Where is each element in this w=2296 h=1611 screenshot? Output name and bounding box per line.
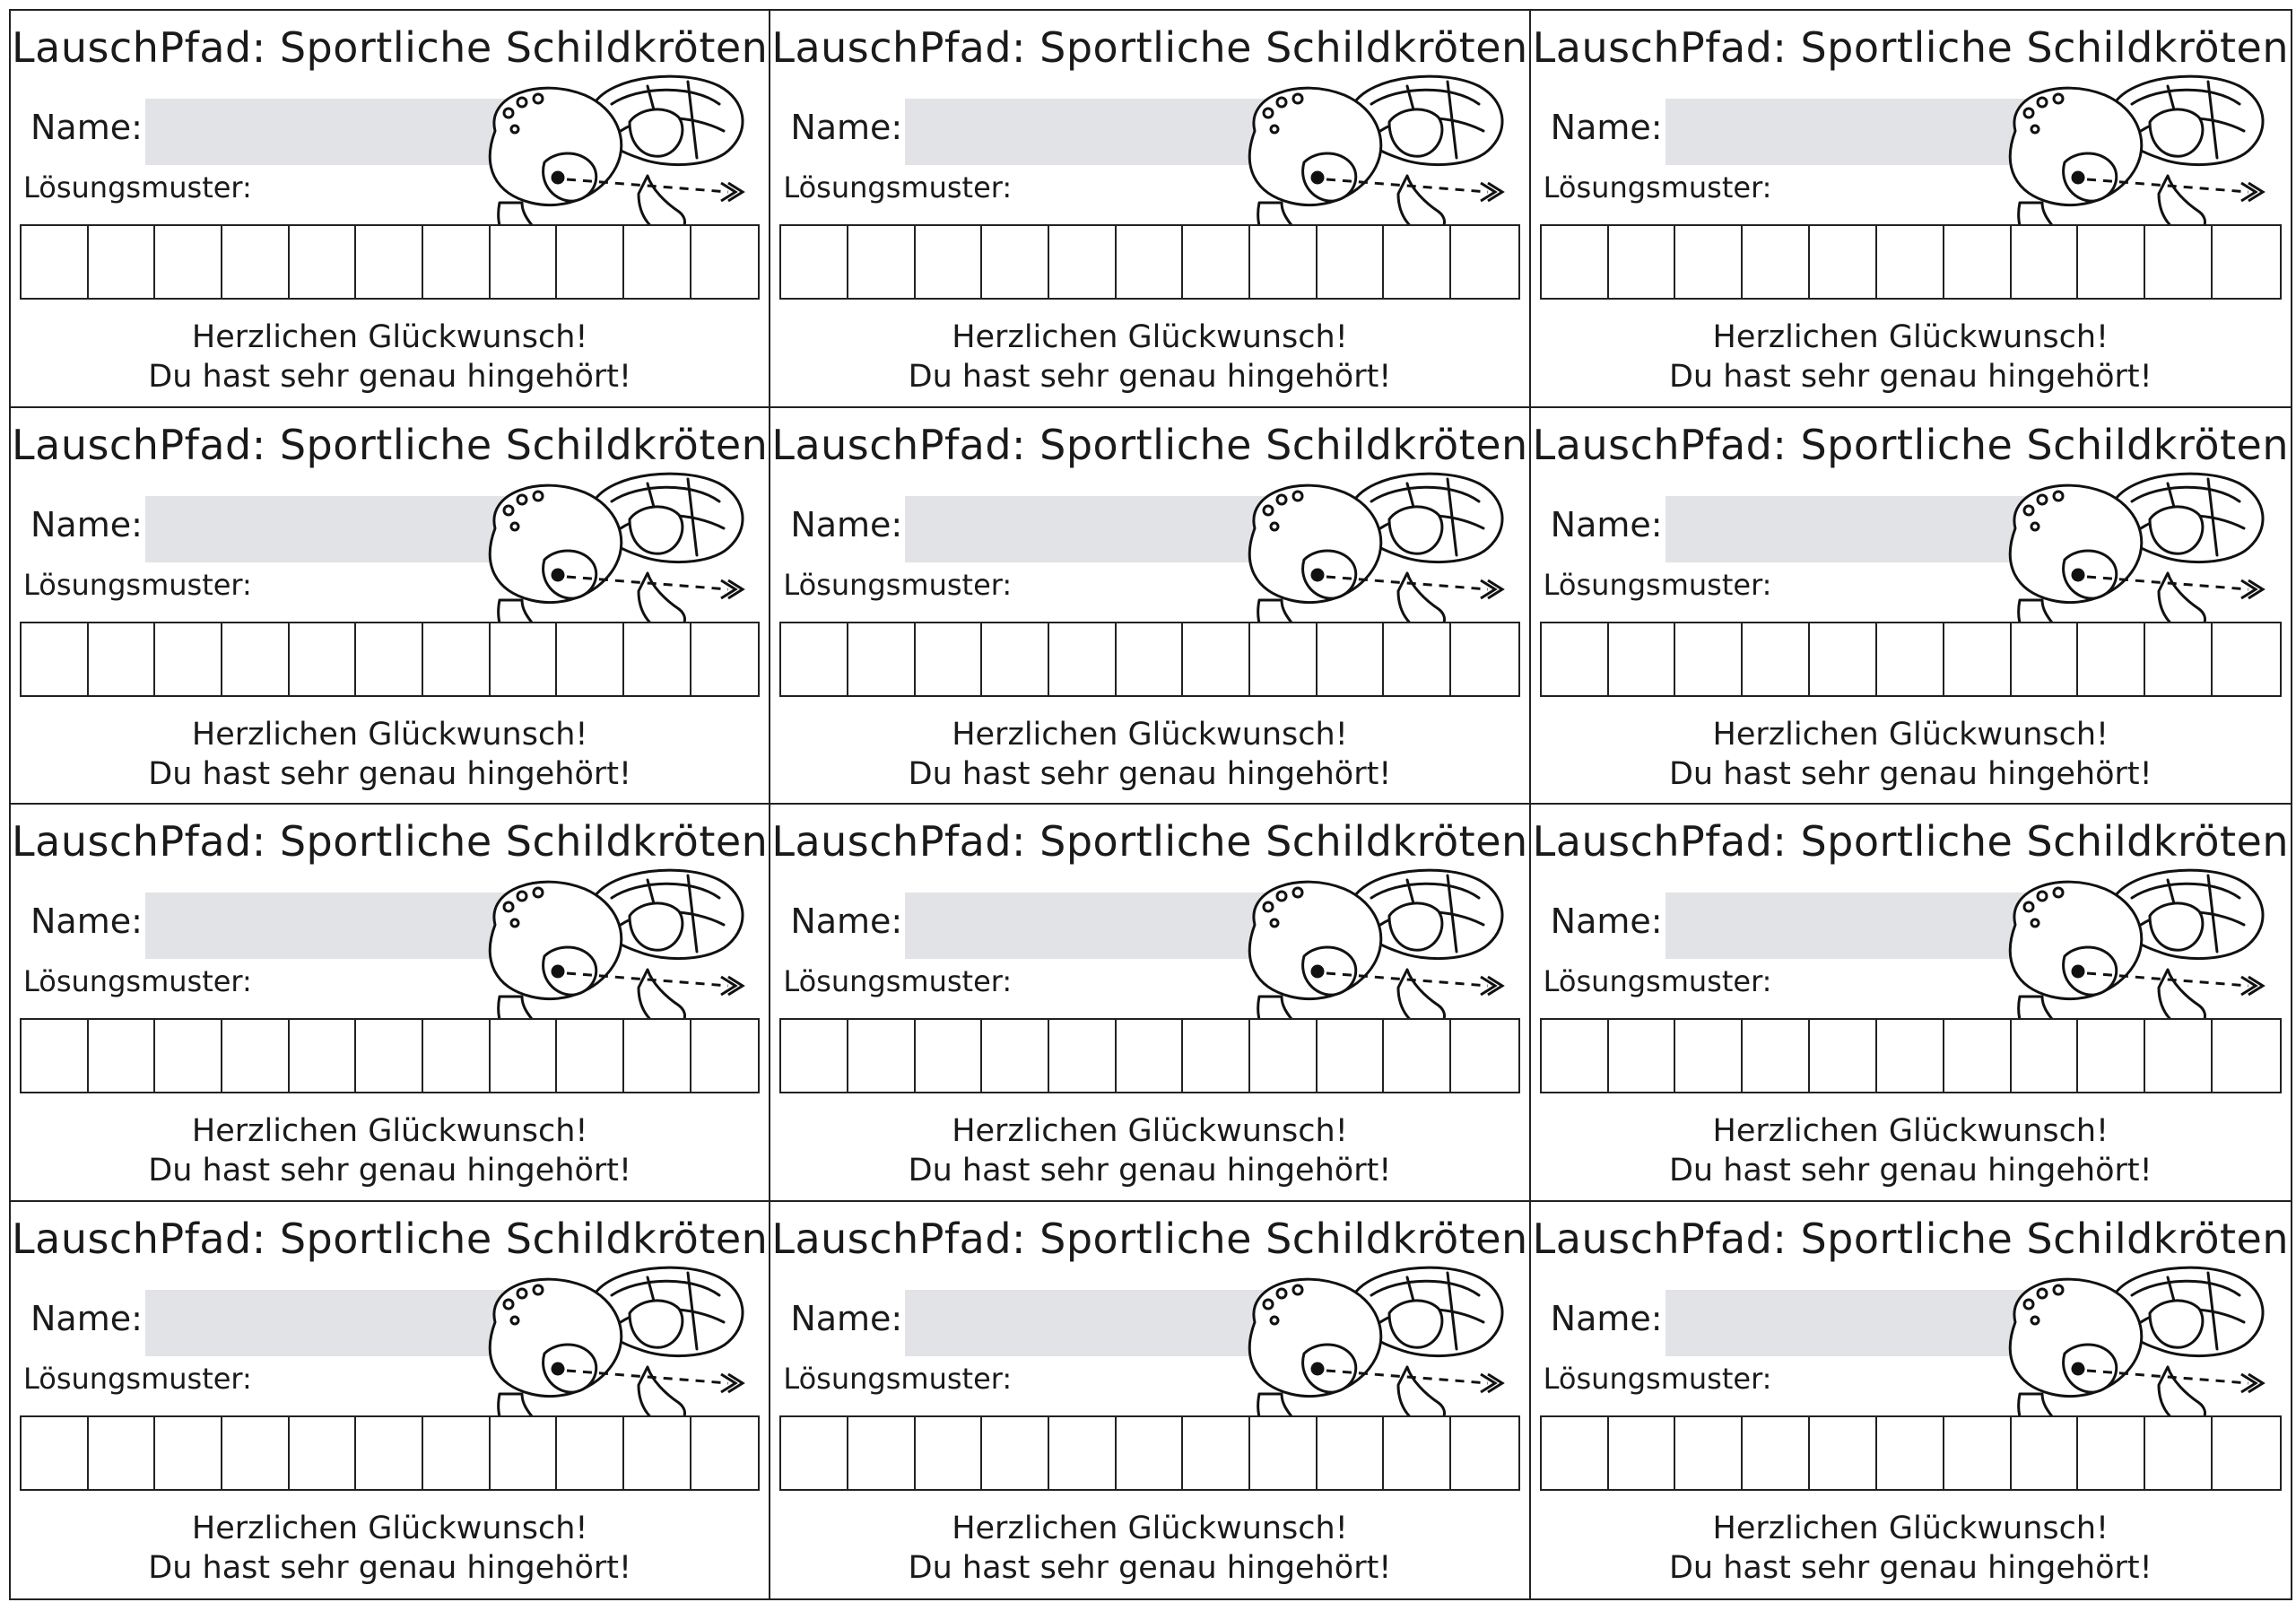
answer-box[interactable] xyxy=(781,226,848,298)
answer-box[interactable] xyxy=(1250,226,1318,298)
name-label: Name: xyxy=(790,901,903,941)
answer-box[interactable] xyxy=(624,1020,691,1092)
answer-box[interactable] xyxy=(1877,1417,1944,1489)
solution-pattern-label: Lösungsmuster: xyxy=(23,1361,252,1396)
solution-pattern-label: Lösungsmuster: xyxy=(783,964,1013,998)
answer-box[interactable] xyxy=(982,1020,1049,1092)
solution-pattern-label: Lösungsmuster: xyxy=(23,567,252,602)
certificate-card xyxy=(770,408,1530,806)
card-title: LauschPfad: Sportliche Schildkröten xyxy=(1532,817,2289,866)
card-title: LauschPfad: Sportliche Schildkröten xyxy=(1532,23,2289,72)
answer-box[interactable] xyxy=(290,1417,357,1489)
congrats-line-1: Herzlichen Glückwunsch! xyxy=(952,716,1348,753)
answer-boxes xyxy=(1540,1415,2282,1491)
answer-box[interactable] xyxy=(557,226,624,298)
answer-box[interactable] xyxy=(1609,1020,1676,1092)
answer-box[interactable] xyxy=(1944,1020,2012,1092)
congratulations-text xyxy=(770,1509,1528,1588)
answer-box[interactable] xyxy=(491,226,558,298)
name-label: Name: xyxy=(30,901,143,941)
answer-box[interactable] xyxy=(1049,226,1117,298)
answer-box[interactable] xyxy=(222,226,290,298)
answer-box[interactable] xyxy=(1944,623,2012,695)
answer-box[interactable] xyxy=(557,1020,624,1092)
congratulations-text xyxy=(770,715,1528,794)
answer-box[interactable] xyxy=(2078,1417,2145,1489)
card-title: LauschPfad: Sportliche Schildkröten xyxy=(12,420,769,469)
answer-box[interactable] xyxy=(982,623,1049,695)
congratulations-text xyxy=(1531,318,2291,396)
answer-box[interactable] xyxy=(1877,226,1944,298)
answer-box[interactable] xyxy=(491,623,558,695)
answer-box[interactable] xyxy=(691,623,759,695)
name-label: Name: xyxy=(1550,901,1663,941)
answer-box[interactable] xyxy=(1810,1417,1877,1489)
answer-boxes xyxy=(1540,1018,2282,1093)
card-title: LauschPfad: Sportliche Schildkröten xyxy=(771,1214,1528,1263)
answer-box[interactable] xyxy=(1384,1020,1451,1092)
answer-box[interactable] xyxy=(2213,1417,2280,1489)
congrats-line-2: Du hast sehr genau hingehört! xyxy=(1668,1153,2152,1189)
answer-box[interactable] xyxy=(2078,623,2145,695)
answer-box[interactable] xyxy=(423,226,491,298)
answer-box[interactable] xyxy=(89,1417,156,1489)
answer-box[interactable] xyxy=(423,1417,491,1489)
congrats-line-2: Du hast sehr genau hingehört! xyxy=(148,359,632,395)
card-title: LauschPfad: Sportliche Schildkröten xyxy=(1532,1214,2289,1263)
answer-box[interactable] xyxy=(1318,1417,1385,1489)
answer-box[interactable] xyxy=(290,623,357,695)
answer-boxes xyxy=(1540,622,2282,697)
congrats-line-1: Herzlichen Glückwunsch! xyxy=(952,319,1348,355)
answer-boxes xyxy=(779,622,1519,697)
answer-box[interactable] xyxy=(2145,1020,2213,1092)
answer-box[interactable] xyxy=(1250,1417,1318,1489)
card-title: LauschPfad: Sportliche Schildkröten xyxy=(771,23,1528,72)
answer-box[interactable] xyxy=(1318,226,1385,298)
congrats-line-2: Du hast sehr genau hingehört! xyxy=(908,359,1392,395)
answer-box[interactable] xyxy=(691,1417,759,1489)
card-title: LauschPfad: Sportliche Schildkröten xyxy=(12,1214,769,1263)
name-label: Name: xyxy=(30,108,143,147)
card-title: LauschPfad: Sportliche Schildkröten xyxy=(771,817,1528,866)
congratulations-text xyxy=(11,715,769,794)
name-label: Name: xyxy=(30,1298,143,1338)
answer-box[interactable] xyxy=(691,1020,759,1092)
answer-box[interactable] xyxy=(2078,1020,2145,1092)
answer-boxes xyxy=(779,1018,1519,1093)
certificate-card xyxy=(1531,1202,2291,1599)
answer-box[interactable] xyxy=(1743,1417,1810,1489)
answer-box[interactable] xyxy=(491,1020,558,1092)
solution-pattern-label: Lösungsmuster: xyxy=(1543,567,1772,602)
answer-box[interactable] xyxy=(1944,1417,2012,1489)
answer-box[interactable] xyxy=(2213,226,2280,298)
congratulations-text xyxy=(770,318,1528,396)
answer-boxes xyxy=(20,224,760,300)
solution-pattern-label: Lösungsmuster: xyxy=(23,964,252,998)
answer-box[interactable] xyxy=(1675,1020,1743,1092)
answer-box[interactable] xyxy=(1675,226,1743,298)
answer-box[interactable] xyxy=(356,623,423,695)
answer-box[interactable] xyxy=(1810,1020,1877,1092)
certificate-card xyxy=(11,805,770,1202)
answer-box[interactable] xyxy=(1542,1020,1609,1092)
answer-box[interactable] xyxy=(2213,1020,2280,1092)
answer-box[interactable] xyxy=(691,226,759,298)
answer-box[interactable] xyxy=(1810,226,1877,298)
answer-box[interactable] xyxy=(1877,1020,1944,1092)
answer-box[interactable] xyxy=(1542,226,1609,298)
answer-box[interactable] xyxy=(1384,226,1451,298)
answer-box[interactable] xyxy=(22,1417,89,1489)
answer-box[interactable] xyxy=(781,623,848,695)
answer-box[interactable] xyxy=(89,226,156,298)
answer-box[interactable] xyxy=(491,1417,558,1489)
answer-box[interactable] xyxy=(2213,623,2280,695)
answer-box[interactable] xyxy=(1384,623,1451,695)
answer-box[interactable] xyxy=(781,1020,848,1092)
answer-box[interactable] xyxy=(1049,1020,1117,1092)
answer-box[interactable] xyxy=(89,1020,156,1092)
congrats-line-1: Herzlichen Glückwunsch! xyxy=(1712,1113,2109,1149)
answer-box[interactable] xyxy=(356,226,423,298)
answer-box[interactable] xyxy=(1451,1417,1518,1489)
answer-box[interactable] xyxy=(222,1020,290,1092)
answer-box[interactable] xyxy=(848,1020,916,1092)
name-label: Name: xyxy=(1550,1298,1663,1338)
answer-box[interactable] xyxy=(916,226,983,298)
congrats-line-2: Du hast sehr genau hingehört! xyxy=(148,1549,632,1586)
solution-pattern-label: Lösungsmuster: xyxy=(783,1361,1013,1396)
answer-box[interactable] xyxy=(624,1417,691,1489)
answer-box[interactable] xyxy=(1117,226,1184,298)
answer-box[interactable] xyxy=(423,623,491,695)
answer-box[interactable] xyxy=(1944,226,2012,298)
answer-box[interactable] xyxy=(982,1417,1049,1489)
answer-box[interactable] xyxy=(290,226,357,298)
answer-box[interactable] xyxy=(1810,623,1877,695)
answer-box[interactable] xyxy=(1183,1020,1250,1092)
congratulations-text xyxy=(11,1509,769,1588)
answer-box[interactable] xyxy=(155,226,222,298)
answer-box[interactable] xyxy=(848,623,916,695)
answer-box[interactable] xyxy=(1183,226,1250,298)
answer-box[interactable] xyxy=(1049,623,1117,695)
congrats-line-2: Du hast sehr genau hingehört! xyxy=(908,1549,1392,1586)
answer-box[interactable] xyxy=(2145,226,2213,298)
answer-box[interactable] xyxy=(848,1417,916,1489)
certificate-card xyxy=(770,1202,1530,1599)
name-label: Name: xyxy=(1550,504,1663,544)
certificate-card xyxy=(11,11,770,408)
answer-box[interactable] xyxy=(916,1020,983,1092)
solution-pattern-label: Lösungsmuster: xyxy=(783,170,1013,205)
answer-boxes xyxy=(1540,224,2282,300)
congrats-line-2: Du hast sehr genau hingehört! xyxy=(908,1153,1392,1189)
answer-boxes xyxy=(779,1415,1519,1491)
congratulations-text xyxy=(11,1111,769,1190)
name-label: Name: xyxy=(790,504,903,544)
answer-box[interactable] xyxy=(1675,1417,1743,1489)
answer-box[interactable] xyxy=(1451,1020,1518,1092)
answer-box[interactable] xyxy=(1609,226,1676,298)
answer-box[interactable] xyxy=(155,623,222,695)
answer-box[interactable] xyxy=(1542,1417,1609,1489)
answer-box[interactable] xyxy=(982,226,1049,298)
answer-box[interactable] xyxy=(1743,226,1810,298)
congrats-line-1: Herzlichen Glückwunsch! xyxy=(1712,319,2109,355)
answer-box[interactable] xyxy=(155,1020,222,1092)
answer-box[interactable] xyxy=(2078,226,2145,298)
congrats-line-1: Herzlichen Glückwunsch! xyxy=(1712,716,2109,753)
answer-box[interactable] xyxy=(1117,623,1184,695)
answer-box[interactable] xyxy=(916,1417,983,1489)
answer-box[interactable] xyxy=(1609,623,1676,695)
answer-box[interactable] xyxy=(89,623,156,695)
congrats-line-2: Du hast sehr genau hingehört! xyxy=(1668,359,2152,395)
congrats-line-1: Herzlichen Glückwunsch! xyxy=(952,1510,1348,1546)
congrats-line-1: Herzlichen Glückwunsch! xyxy=(191,1113,588,1149)
answer-box[interactable] xyxy=(2012,1020,2079,1092)
answer-boxes xyxy=(20,1415,760,1491)
answer-box[interactable] xyxy=(22,1020,89,1092)
answer-box[interactable] xyxy=(1451,226,1518,298)
congrats-line-2: Du hast sehr genau hingehört! xyxy=(1668,1549,2152,1586)
certificate-card xyxy=(11,408,770,806)
answer-box[interactable] xyxy=(22,623,89,695)
card-title: LauschPfad: Sportliche Schildkröten xyxy=(12,817,769,866)
solution-pattern-label: Lösungsmuster: xyxy=(1543,170,1772,205)
congrats-line-1: Herzlichen Glückwunsch! xyxy=(191,716,588,753)
answer-box[interactable] xyxy=(2145,1417,2213,1489)
solution-pattern-label: Lösungsmuster: xyxy=(783,567,1013,602)
answer-box[interactable] xyxy=(1250,1020,1318,1092)
congrats-line-1: Herzlichen Glückwunsch! xyxy=(952,1113,1348,1149)
answer-box[interactable] xyxy=(290,1020,357,1092)
certificate-card xyxy=(770,11,1530,408)
name-label: Name: xyxy=(1550,108,1663,147)
certificate-card xyxy=(1531,408,2291,806)
solution-pattern-label: Lösungsmuster: xyxy=(1543,1361,1772,1396)
answer-box[interactable] xyxy=(356,1417,423,1489)
congrats-line-1: Herzlichen Glückwunsch! xyxy=(191,319,588,355)
answer-box[interactable] xyxy=(2012,623,2079,695)
name-label: Name: xyxy=(30,504,143,544)
answer-boxes xyxy=(20,622,760,697)
answer-boxes xyxy=(779,224,1519,300)
congratulations-text xyxy=(1531,1111,2291,1190)
answer-boxes xyxy=(20,1018,760,1093)
answer-box[interactable] xyxy=(1451,623,1518,695)
answer-box[interactable] xyxy=(1384,1417,1451,1489)
answer-box[interactable] xyxy=(557,1417,624,1489)
congrats-line-2: Du hast sehr genau hingehört! xyxy=(908,755,1392,792)
answer-box[interactable] xyxy=(624,623,691,695)
answer-box[interactable] xyxy=(1609,1417,1676,1489)
congrats-line-1: Herzlichen Glückwunsch! xyxy=(191,1510,588,1546)
answer-box[interactable] xyxy=(781,1417,848,1489)
congratulations-text xyxy=(1531,715,2291,794)
congrats-line-1: Herzlichen Glückwunsch! xyxy=(1712,1510,2109,1546)
answer-box[interactable] xyxy=(356,1020,423,1092)
certificate-card xyxy=(1531,805,2291,1202)
congrats-line-2: Du hast sehr genau hingehört! xyxy=(148,755,632,792)
answer-box[interactable] xyxy=(1542,623,1609,695)
answer-box[interactable] xyxy=(1183,1417,1250,1489)
certificate-card xyxy=(770,805,1530,1202)
congratulations-text xyxy=(770,1111,1528,1190)
answer-box[interactable] xyxy=(2012,226,2079,298)
certificate-card xyxy=(11,1202,770,1599)
answer-box[interactable] xyxy=(1318,623,1385,695)
answer-box[interactable] xyxy=(2012,1417,2079,1489)
answer-box[interactable] xyxy=(155,1417,222,1489)
answer-box[interactable] xyxy=(848,226,916,298)
answer-box[interactable] xyxy=(1183,623,1250,695)
answer-box[interactable] xyxy=(624,226,691,298)
answer-box[interactable] xyxy=(1117,1020,1184,1092)
answer-box[interactable] xyxy=(1117,1417,1184,1489)
answer-box[interactable] xyxy=(222,623,290,695)
answer-box[interactable] xyxy=(22,226,89,298)
card-title: LauschPfad: Sportliche Schildkröten xyxy=(12,23,769,72)
answer-box[interactable] xyxy=(1250,623,1318,695)
answer-box[interactable] xyxy=(1675,623,1743,695)
answer-box[interactable] xyxy=(1049,1417,1117,1489)
answer-box[interactable] xyxy=(222,1417,290,1489)
congrats-line-2: Du hast sehr genau hingehört! xyxy=(148,1153,632,1189)
certificate-card xyxy=(1531,11,2291,408)
answer-box[interactable] xyxy=(1743,1020,1810,1092)
answer-box[interactable] xyxy=(1318,1020,1385,1092)
name-label: Name: xyxy=(790,1298,903,1338)
card-title: LauschPfad: Sportliche Schildkröten xyxy=(771,420,1528,469)
name-label: Name: xyxy=(790,108,903,147)
card-title: LauschPfad: Sportliche Schildkröten xyxy=(1532,420,2289,469)
solution-pattern-label: Lösungsmuster: xyxy=(1543,964,1772,998)
answer-box[interactable] xyxy=(916,623,983,695)
answer-box[interactable] xyxy=(2145,623,2213,695)
answer-box[interactable] xyxy=(1877,623,1944,695)
congratulations-text xyxy=(1531,1509,2291,1588)
solution-pattern-label: Lösungsmuster: xyxy=(23,170,252,205)
congrats-line-2: Du hast sehr genau hingehört! xyxy=(1668,755,2152,792)
answer-box[interactable] xyxy=(557,623,624,695)
answer-box[interactable] xyxy=(1743,623,1810,695)
answer-box[interactable] xyxy=(423,1020,491,1092)
certificate-sheet xyxy=(9,9,2292,1600)
congratulations-text xyxy=(11,318,769,396)
